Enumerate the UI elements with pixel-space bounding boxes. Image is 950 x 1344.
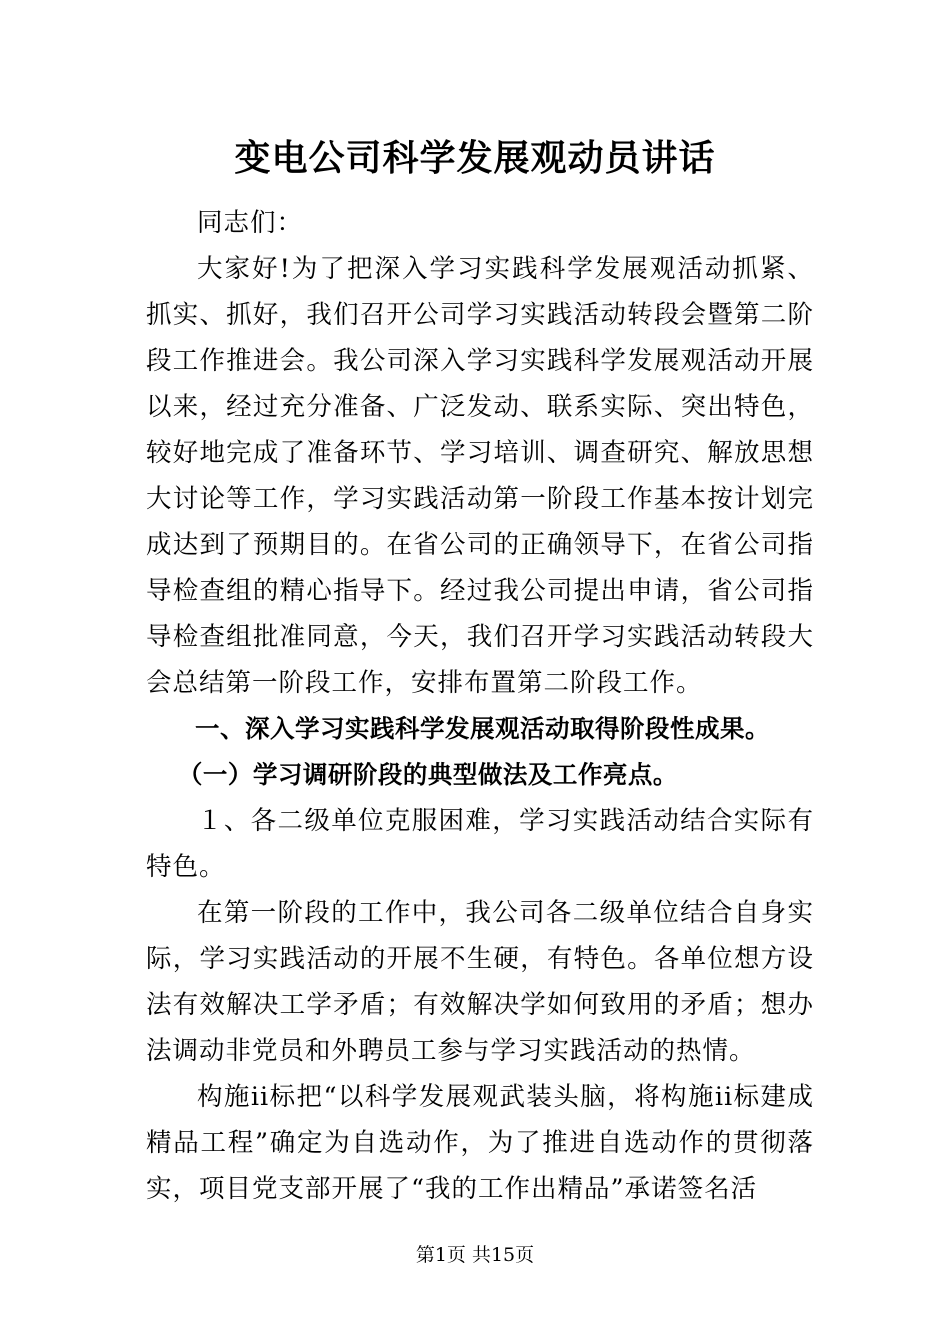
salutation-paragraph: 同志们： — [197, 208, 304, 238]
body-paragraph: 在第一阶段的工作中，我公司各二级单位结合自身实际，学习实践活动的开展不生硬，有特色。各单位想方设法有效解决工学矛盾；有效解决学如何致用的矛盾；想办法调动非党员和外聘员工参与学习实践活动的热情。 — [146, 898, 814, 1066]
page-footer: 第1页 共15页 — [415, 1244, 535, 1266]
document-title: 变电公司科学发展观动员讲话 — [234, 137, 716, 179]
section-heading-1: 一、深入学习实践科学发展观活动取得阶段性成果。 — [195, 714, 770, 743]
subsection-heading-1: （一）学习调研阶段的典型做法及工作亮点。 — [177, 760, 678, 789]
intro-paragraph: 大家好!为了把深入学习实践科学发展观活动抓紧、抓实、抓好，我们召开公司学习实践活动转段会暨第二阶段工作推进会。我公司深入学习实践科学发展观活动开展以来，经过充分准备、广泛发动、联系实际、突出特色，较好地完成了准备环节、学习培训、调查研究、解放思想大讨论等工作，学习实践活动第一阶段工作基本按计划完成达到了预期目的。在省公司的正确领导下，在省公司指导检查组的精心指导下。经过我公司提出申请，省公司指导检查组批准同意，今天，我们召开学习实践活动转段大会总结第一阶段工作，安排布置第二阶段工作。 — [146, 254, 814, 698]
item-paragraph-1: １、各二级单位克服困难，学习实践活动结合实际有特色。 — [146, 806, 814, 882]
document-body — [146, 200, 814, 1212]
body-paragraph: 构施ii标把“以科学发展观武装头脑，将构施ii标建成精品工程”确定为自选动作，为了推进自选动作的贯彻落实，项目党支部开展了“我的工作出精品”承诺签名活 — [146, 1082, 814, 1204]
